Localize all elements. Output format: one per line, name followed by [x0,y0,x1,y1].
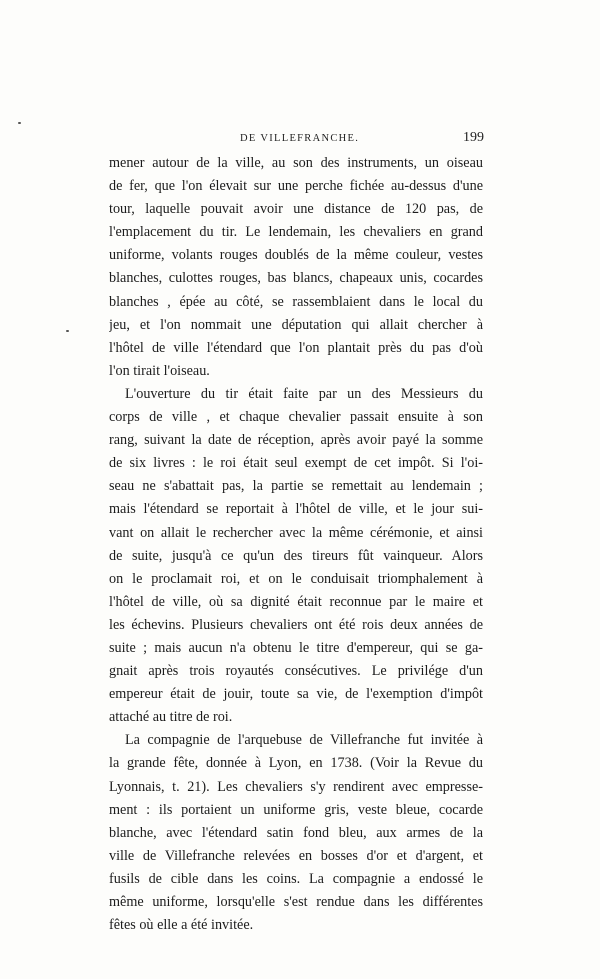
text-line: uniforme, volants rouges doublés de la même couleur, vestes [109,247,483,264]
text-line: l'hôtel de ville, où sa dignité était reconnue par le maire et [109,593,483,610]
text-line: mener autour de la ville, au son des instruments, un oiseau [109,155,483,171]
text-line: Lyonnais, t. 21). Les chevaliers s'y rendirent avec empresse- [109,778,483,795]
text-line: attaché au titre de roi. [109,709,233,726]
text-line: jeu, et l'on nommait une députation qui allait chercher à [109,316,483,333]
text-line: de fer, que l'on élevait sur une perche fichée au-dessus d'une [109,178,483,195]
text-line: corps de ville , et chaque chevalier passait ensuite à son [109,409,483,426]
text-line: fusils de cible dans les coins. La compagnie a endossé le [109,870,483,887]
text-line: l'emplacement du tir. Le lendemain, les chevaliers en grand [109,224,483,241]
text-line: blanches, culottes rouges, bas blancs, chapeaux unis, cocardes [109,270,483,287]
text-line: ville de Villefranche relevées en bosses d'or et d'argent, et [109,847,483,864]
text-line: rang, suivant la date de réception, après avoir payé la somme [109,432,483,449]
margin-speck [66,330,69,332]
text-line: mais l'étendard se reportait à l'hôtel de ville, et le jour sui- [109,501,483,518]
body-text [109,152,483,937]
text-line: de six livres : le roi était seul exempt de cet impôt. Si l'oi- [109,455,483,472]
text-line: de suite, jusqu'à ce qu'un des tireurs fût vainqueur. Alors [109,547,483,564]
text-line: gnait après trois royautés consécutives. Le privilége d'un [109,663,483,680]
margin-speck [18,122,21,124]
text-line: L'ouverture du tir était faite par un des Messieurs du [125,385,483,402]
text-line: la grande fête, donnée à Lyon, en 1738. (Voir la Revue du [109,755,483,772]
text-line: blanches , épée au côté, se rassemblaient dans le local du [109,293,483,310]
text-line: l'hôtel de ville l'étendard que l'on plantait près du pas d'où [109,339,483,356]
text-line: empereur était de jouir, toute sa vie, de l'exemption d'impôt [109,686,483,703]
text-line: suite ; mais aucun n'a obtenu le titre d'empereur, qui se ga- [109,639,483,656]
text-line: l'on tirait l'oiseau. [109,362,210,379]
text-line: vant on allait le rechercher avec la même cérémonie, et ainsi [109,524,483,541]
running-title: DE VILLEFRANCHE. [240,133,360,144]
text-line: on le proclamait roi, et on le conduisait triomphalement à [109,570,483,587]
text-line: seau ne s'abattait pas, la partie se remettait au lendemain ; [109,478,483,495]
text-line: les échevins. Plusieurs chevaliers ont été rois deux années de [109,616,483,633]
text-line: tour, laquelle pouvait avoir une distance de 120 pas, de [109,201,483,218]
text-line: ment : ils portaient un uniforme gris, veste bleue, cocarde [109,801,483,818]
text-line: blanche, avec l'étendard satin fond bleu, aux armes de la [109,824,483,841]
text-line: La compagnie de l'arquebuse de Villefranche fut invitée à [125,732,483,749]
text-line: fêtes où elle a été invitée. [109,917,254,934]
page-number: 199 [463,130,484,145]
page-header [110,130,490,153]
text-line: même uniforme, lorsqu'elle s'est rendue dans les différentes [109,894,483,910]
